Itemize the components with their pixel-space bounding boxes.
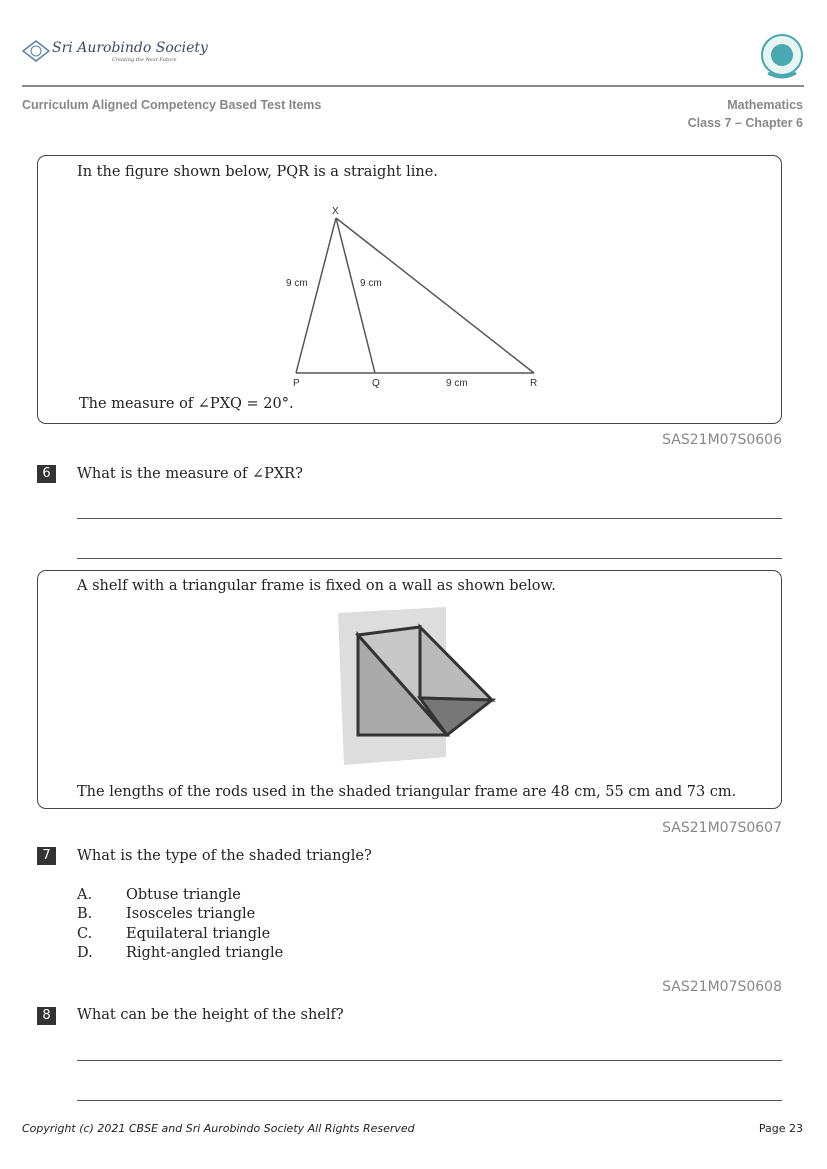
label-qx-length: 9 cm	[360, 278, 382, 289]
option-d[interactable]: D. Right-angled triangle	[77, 945, 284, 961]
segment-xr	[336, 218, 534, 373]
logo-text: Sri Aurobindo Society	[52, 40, 208, 56]
question-6-text: What is the measure of ∠PXR?	[77, 466, 303, 482]
sas-logo	[22, 38, 208, 68]
segment-xq	[336, 218, 375, 373]
header-title: Curriculum Aligned Competency Based Test Items	[22, 98, 322, 112]
option-a[interactable]: A. Obtuse triangle	[77, 887, 241, 903]
label-px-length: 9 cm	[286, 278, 308, 289]
label-r: R	[530, 378, 538, 389]
page-number: Page 23	[758, 1122, 803, 1135]
item-code-7: SAS21M07S0607	[662, 820, 782, 836]
question-number-7: 7	[37, 847, 56, 865]
question-8-text: What can be the height of the shelf?	[77, 1007, 344, 1023]
label-x: X	[332, 206, 339, 217]
option-b[interactable]: B. Isosceles triangle	[77, 906, 256, 922]
header-divider	[22, 85, 804, 87]
shelf-figure	[330, 605, 505, 770]
header-class-chapter: Class 7 – Chapter 6	[687, 116, 803, 130]
option-c[interactable]: C. Equilateral triangle	[77, 926, 271, 942]
stimulus-intro-2: A shelf with a triangular frame is fixed on a wall as shown below.	[77, 578, 556, 594]
item-code-6: SAS21M07S0606	[662, 432, 782, 448]
answer-line[interactable]	[77, 518, 782, 519]
rod-lengths: The lengths of the rods used in the shaded triangular frame are 48 cm, 55 cm and 73 cm.	[77, 784, 737, 800]
question-number-6: 6	[37, 465, 56, 483]
answer-line[interactable]	[77, 558, 782, 559]
triangle-figure	[260, 200, 560, 395]
header-subject: Mathematics	[727, 98, 803, 112]
label-p: P	[293, 378, 300, 389]
stimulus-intro-1: In the figure shown below, PQR is a straight line.	[77, 164, 438, 180]
label-qr-length: 9 cm	[446, 378, 468, 389]
question-7-text: What is the type of the shaded triangle?	[77, 848, 372, 864]
answer-line[interactable]	[77, 1100, 782, 1101]
logo-emblem-icon	[22, 40, 50, 62]
logo-tagline: Creating the Next Future	[112, 57, 177, 63]
question-number-8: 8	[37, 1007, 56, 1025]
angle-measure: The measure of ∠PXQ = 20°.	[79, 396, 294, 412]
footer-copyright: Copyright (c) 2021 CBSE and Sri Aurobindo Society All Rights Reserved	[22, 1122, 415, 1135]
segment-xp	[296, 218, 336, 373]
cbse-seal-icon	[760, 33, 804, 83]
label-q: Q	[372, 378, 380, 389]
item-code-8: SAS21M07S0608	[662, 979, 782, 995]
answer-line[interactable]	[77, 1060, 782, 1061]
